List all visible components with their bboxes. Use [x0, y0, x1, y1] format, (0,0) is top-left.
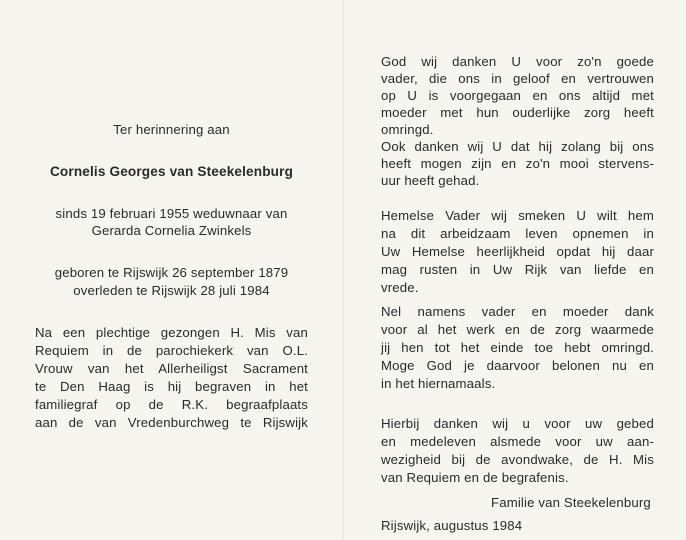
- widower-line: Gerarda Cornelia Zwinkels: [91, 223, 252, 238]
- prayer-line: op U is voorgegaan en ons altijd met: [381, 88, 654, 103]
- burial-line: Requiem in de parochiekerk van O.L.: [35, 343, 308, 358]
- prayer-line: jij hen tot het einde toe hebt omringd.: [381, 340, 654, 355]
- prayer-line: vader, die ons in geloof en vertrouwen: [381, 71, 654, 86]
- prayer-line: Uw Hemelse heerlijkheid opdat hij daar: [381, 244, 654, 259]
- thanks-line: en medeleven alsmede voor uw aan-: [381, 434, 654, 449]
- birth-line: geboren te Rijswijk 26 september 1879: [54, 265, 289, 280]
- prayer-line: na dit arbeidzaam leven opnemen in: [381, 226, 654, 241]
- prayer-line: Moge God je daarvoor belonen nu en: [381, 358, 654, 373]
- death-line: overleden te Rijswijk 28 juli 1984: [73, 283, 270, 298]
- prayer-line: God wij danken U voor zo'n goede: [381, 54, 654, 69]
- prayer-line: omringd.: [381, 122, 434, 137]
- prayer-line: voor al het werk en de zorg waarmede: [381, 322, 654, 337]
- burial-line: aan de van Vredenburchweg te Rijswijk: [35, 415, 308, 430]
- prayer-line: moeder met hun ouderlijke zorg heeft: [381, 105, 654, 120]
- prayer-line: mag rusten in Uw Rijk van liefde en: [381, 262, 654, 277]
- burial-line: te Den Haag is hij begraven in het: [35, 379, 308, 394]
- thanks-line: wezigheid bij de avondwake, de H. Mis: [381, 452, 654, 467]
- prayer-line: vrede.: [381, 280, 419, 295]
- prayer-line: uur heeft gehad.: [381, 173, 480, 188]
- heading: Ter herinnering aan: [113, 122, 230, 137]
- burial-line: Na een plechtige gezongen H. Mis van: [35, 325, 308, 340]
- prayer-line: Ook danken wij U dat hij zolang bij ons: [381, 139, 654, 154]
- prayer-line: heeft mogen zijn en zo'n mooi stervens-: [381, 156, 654, 171]
- thanks-line: Hierbij danken wij u voor uw gebed: [381, 416, 654, 431]
- prayer-line: Hemelse Vader wij smeken U wilt hem: [381, 208, 654, 223]
- widower-line: sinds 19 februari 1955 weduwnaar van: [55, 206, 288, 221]
- burial-line: familiegraf op de R.K. begraafplaats: [35, 397, 308, 412]
- burial-line: Vrouw van het Allerheiligst Sacrament: [35, 361, 308, 376]
- place-date: Rijswijk, augustus 1984: [381, 518, 523, 533]
- prayer-line: in het hiernamaals.: [381, 376, 496, 391]
- prayer-line: Nel namens vader en moeder dank: [381, 304, 654, 319]
- deceased-name: Cornelis Georges van Steekelenburg: [49, 164, 294, 179]
- family-signature: Familie van Steekelenburg: [491, 495, 651, 510]
- card-fold: [343, 0, 344, 540]
- thanks-line: van Requiem en de begrafenis.: [381, 470, 569, 485]
